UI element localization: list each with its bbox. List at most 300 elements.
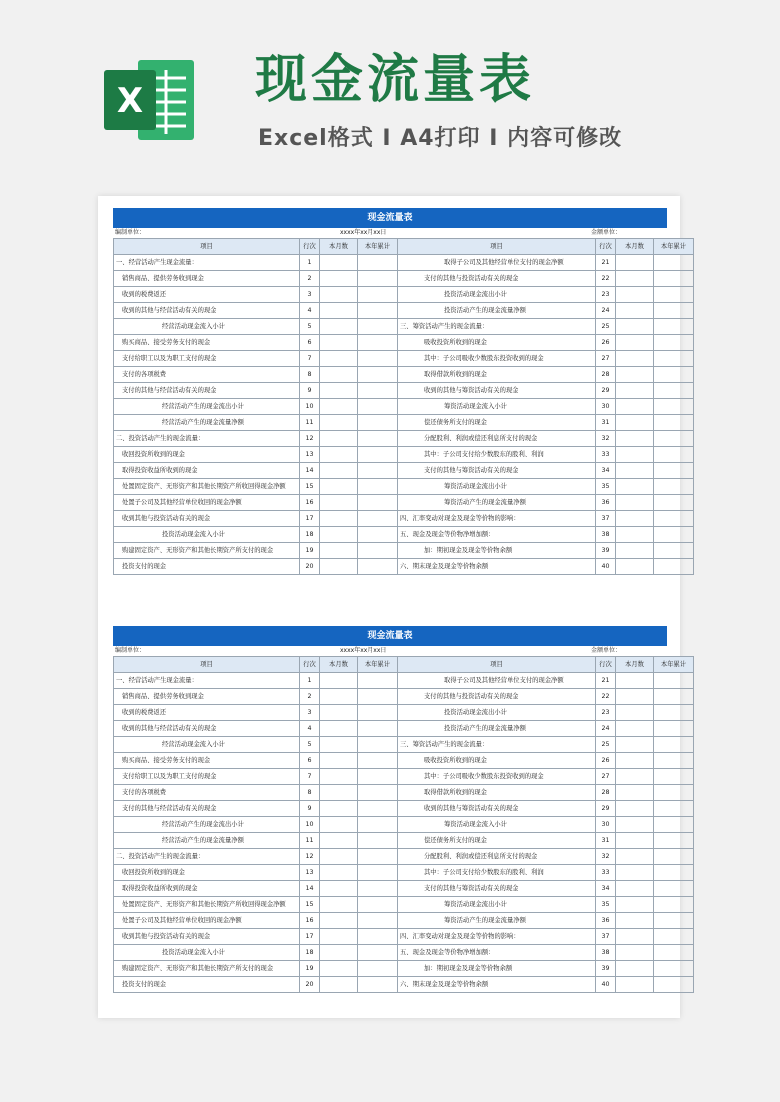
item-left: 经营活动产生的现金流出小计 [114,399,300,415]
item-right: 分配股利、利润或偿还利息所支付的现金 [398,849,596,865]
item-left: 处置固定资产、无形资产和其他长期资产所收回得现金净额 [114,897,300,913]
month-amount-cell[interactable] [616,689,654,705]
year-total-cell[interactable] [654,881,694,897]
table-row [114,287,694,303]
item-right: 四、汇率变动对现金及现金等价物的影响： [398,929,596,945]
table-row [114,255,694,271]
item-right: 加：期初现金及现金等价物余额 [398,543,596,559]
month-amount-cell[interactable] [320,447,358,463]
month-amount-cell[interactable] [320,913,358,929]
month-amount-cell[interactable] [616,705,654,721]
line-number-right: 27 [596,769,616,785]
month-amount-cell[interactable] [616,801,654,817]
item-left: 收到其他与投资活动有关的现金 [114,929,300,945]
year-total-cell[interactable] [358,977,398,993]
month-amount-cell[interactable] [320,785,358,801]
month-amount-cell[interactable] [320,769,358,785]
year-total-cell[interactable] [358,737,398,753]
year-total-cell[interactable] [358,673,398,689]
item-right: 其中：子公司吸收少数股东投资收到的现金 [398,351,596,367]
item-right: 其中：子公司吸收少数股东投资收到的现金 [398,769,596,785]
line-number-left: 6 [300,753,320,769]
item-right: 分配股利、利润或偿还利息所支付的现金 [398,431,596,447]
table-row [114,881,694,897]
month-amount-cell[interactable] [320,495,358,511]
month-amount-cell[interactable] [616,255,654,271]
month-amount-cell[interactable] [616,415,654,431]
table-row [114,801,694,817]
year-total-cell[interactable] [654,673,694,689]
year-total-cell[interactable] [358,769,398,785]
line-number-right: 39 [596,961,616,977]
year-total-cell[interactable] [654,383,694,399]
year-total-cell[interactable] [358,689,398,705]
line-number-right: 26 [596,753,616,769]
line-number-right: 23 [596,287,616,303]
svg-text:X: X [116,81,144,121]
item-left: 购买商品、接受劳务支付的现金 [114,753,300,769]
month-amount-cell[interactable] [616,447,654,463]
column-header: 项目 [114,239,300,255]
item-right: 筹资活动现金流入小计 [398,399,596,415]
item-right: 投资活动现金流出小计 [398,705,596,721]
year-total-cell[interactable] [654,271,694,287]
line-number-left: 4 [300,721,320,737]
line-number-right: 34 [596,881,616,897]
year-total-cell[interactable] [358,849,398,865]
month-amount-cell[interactable] [320,319,358,335]
table-row [114,961,694,977]
month-amount-cell[interactable] [616,977,654,993]
column-header: 本月数 [616,239,654,255]
item-left: 销售商品、提供劳务收到现金 [114,271,300,287]
column-header: 本年累计 [358,657,398,673]
month-amount-cell[interactable] [616,849,654,865]
year-total-cell[interactable] [358,753,398,769]
year-total-cell[interactable] [654,801,694,817]
year-total-cell[interactable] [654,431,694,447]
column-header: 项目 [398,239,596,255]
line-number-left: 8 [300,367,320,383]
year-total-cell[interactable] [358,543,398,559]
line-number-left: 16 [300,495,320,511]
page-subtitle: Excel格式 Ⅰ A4打印 Ⅰ 内容可修改 [258,126,623,151]
item-right: 筹资活动现金流出小计 [398,479,596,495]
banner [0,0,780,190]
month-amount-cell[interactable] [616,817,654,833]
month-amount-cell[interactable] [616,929,654,945]
year-total-cell[interactable] [358,303,398,319]
line-number-right: 26 [596,335,616,351]
month-amount-cell[interactable] [320,367,358,383]
table-row [114,689,694,705]
table-row [114,897,694,913]
month-amount-cell[interactable] [616,881,654,897]
line-number-left: 5 [300,737,320,753]
year-total-cell[interactable] [654,255,694,271]
year-total-cell[interactable] [654,833,694,849]
month-amount-cell[interactable] [320,849,358,865]
line-number-right: 32 [596,849,616,865]
year-total-cell[interactable] [654,705,694,721]
item-right: 六、期末现金及现金等价物余额 [398,977,596,993]
month-amount-cell[interactable] [320,303,358,319]
year-total-cell[interactable] [358,833,398,849]
item-left: 经营活动现金流入小计 [114,737,300,753]
line-number-right: 30 [596,817,616,833]
column-header: 项目 [398,657,596,673]
item-right: 投资活动现金流出小计 [398,287,596,303]
year-total-cell[interactable] [358,721,398,737]
month-amount-cell[interactable] [320,335,358,351]
year-total-cell[interactable] [358,913,398,929]
line-number-right: 21 [596,673,616,689]
year-total-cell[interactable] [654,897,694,913]
year-total-cell[interactable] [654,961,694,977]
year-total-cell[interactable] [654,929,694,945]
year-total-cell[interactable] [358,897,398,913]
month-amount-cell[interactable] [320,705,358,721]
month-amount-cell[interactable] [320,977,358,993]
year-total-cell[interactable] [654,737,694,753]
line-number-right: 30 [596,399,616,415]
month-amount-cell[interactable] [320,511,358,527]
line-number-right: 35 [596,897,616,913]
year-total-cell[interactable] [358,801,398,817]
table-row [114,367,694,383]
line-number-left: 4 [300,303,320,319]
year-total-cell[interactable] [358,559,398,575]
month-amount-cell[interactable] [616,785,654,801]
month-amount-cell[interactable] [616,721,654,737]
month-amount-cell[interactable] [320,817,358,833]
year-total-cell[interactable] [358,945,398,961]
year-total-cell[interactable] [654,495,694,511]
item-left: 经营活动产生的现金流出小计 [114,817,300,833]
year-total-cell[interactable] [654,287,694,303]
line-number-left: 10 [300,399,320,415]
month-amount-cell[interactable] [320,543,358,559]
month-amount-cell[interactable] [616,833,654,849]
year-total-cell[interactable] [654,721,694,737]
year-total-cell[interactable] [654,769,694,785]
item-left: 处置子公司及其他经营单位收回的现金净额 [114,913,300,929]
item-right: 五、现金及现金等价物净增加额： [398,945,596,961]
year-total-cell[interactable] [358,881,398,897]
month-amount-cell[interactable] [320,961,358,977]
month-amount-cell[interactable] [616,335,654,351]
month-amount-cell[interactable] [616,303,654,319]
line-number-right: 29 [596,383,616,399]
month-amount-cell[interactable] [616,399,654,415]
item-left: 收到的其他与经营活动有关的现金 [114,721,300,737]
date-label: xxxx年xx月xx日 [340,647,387,654]
line-number-right: 34 [596,463,616,479]
line-number-left: 13 [300,447,320,463]
month-amount-cell[interactable] [320,865,358,881]
year-total-cell[interactable] [358,255,398,271]
item-left: 投资活动现金流入小计 [114,945,300,961]
month-amount-cell[interactable] [616,463,654,479]
line-number-left: 10 [300,817,320,833]
item-left: 收到的税费返还 [114,287,300,303]
month-amount-cell[interactable] [616,367,654,383]
item-left: 经营活动现金流入小计 [114,319,300,335]
year-total-cell[interactable] [358,865,398,881]
table-row [114,463,694,479]
year-total-cell[interactable] [654,849,694,865]
cash-flow-sheet [113,626,687,993]
year-total-cell[interactable] [654,865,694,881]
year-total-cell[interactable] [654,479,694,495]
month-amount-cell[interactable] [320,479,358,495]
year-total-cell[interactable] [654,415,694,431]
month-amount-cell[interactable] [616,479,654,495]
table-row [114,271,694,287]
year-total-cell[interactable] [358,511,398,527]
item-right: 三、筹资活动产生的现金流量： [398,319,596,335]
table-row [114,319,694,335]
month-amount-cell[interactable] [320,945,358,961]
column-header: 本月数 [616,657,654,673]
month-amount-cell[interactable] [616,961,654,977]
item-right: 偿还债务所支付的现金 [398,833,596,849]
line-number-right: 27 [596,351,616,367]
month-amount-cell[interactable] [616,737,654,753]
item-right: 取得子公司及其他经营单位支付的现金净额 [398,255,596,271]
item-right: 筹资活动产生的现金流量净额 [398,495,596,511]
line-number-right: 35 [596,479,616,495]
year-total-cell[interactable] [358,335,398,351]
year-total-cell[interactable] [358,929,398,945]
year-total-cell[interactable] [358,961,398,977]
year-total-cell[interactable] [358,399,398,415]
line-number-right: 24 [596,721,616,737]
line-number-right: 33 [596,447,616,463]
year-total-cell[interactable] [654,399,694,415]
item-left: 购建固定资产、无形资产和其他长期资产所支付的现金 [114,543,300,559]
item-left: 收到的税费返还 [114,705,300,721]
month-amount-cell[interactable] [320,881,358,897]
line-number-left: 14 [300,881,320,897]
month-amount-cell[interactable] [616,543,654,559]
line-number-left: 17 [300,511,320,527]
month-amount-cell[interactable] [616,431,654,447]
month-amount-cell[interactable] [320,801,358,817]
month-amount-cell[interactable] [320,737,358,753]
year-total-cell[interactable] [358,351,398,367]
month-amount-cell[interactable] [616,769,654,785]
item-left: 收到的其他与经营活动有关的现金 [114,303,300,319]
month-amount-cell[interactable] [320,929,358,945]
table-row [114,673,694,689]
year-total-cell[interactable] [654,319,694,335]
year-total-cell[interactable] [654,527,694,543]
month-amount-cell[interactable] [616,319,654,335]
month-amount-cell[interactable] [616,559,654,575]
month-amount-cell[interactable] [616,673,654,689]
table-row [114,929,694,945]
month-amount-cell[interactable] [616,753,654,769]
line-number-left: 15 [300,897,320,913]
month-amount-cell[interactable] [320,721,358,737]
line-number-right: 37 [596,511,616,527]
item-left: 购建固定资产、无形资产和其他长期资产所支付的现金 [114,961,300,977]
table-row [114,479,694,495]
year-total-cell[interactable] [358,479,398,495]
month-amount-cell[interactable] [616,897,654,913]
year-total-cell[interactable] [358,527,398,543]
month-amount-cell[interactable] [320,399,358,415]
line-number-right: 36 [596,913,616,929]
year-total-cell[interactable] [654,817,694,833]
line-number-left: 20 [300,977,320,993]
year-total-cell[interactable] [654,689,694,705]
line-number-left: 16 [300,913,320,929]
year-total-cell[interactable] [654,303,694,319]
cash-flow-sheet [113,208,687,575]
table-row [114,399,694,415]
year-total-cell[interactable] [654,753,694,769]
month-amount-cell[interactable] [616,383,654,399]
month-amount-cell[interactable] [616,351,654,367]
item-left: 投资支付的现金 [114,977,300,993]
item-right: 吸收投资所收到的现金 [398,335,596,351]
line-number-left: 18 [300,527,320,543]
year-total-cell[interactable] [358,367,398,383]
year-total-cell[interactable] [358,785,398,801]
year-total-cell[interactable] [358,287,398,303]
item-right: 筹资活动现金流入小计 [398,817,596,833]
line-number-left: 1 [300,255,320,271]
item-right: 投资活动产生的现金流量净额 [398,303,596,319]
month-amount-cell[interactable] [320,559,358,575]
table-row [114,913,694,929]
item-left: 取得投资收益所收到的现金 [114,463,300,479]
table-row [114,865,694,881]
month-amount-cell[interactable] [616,913,654,929]
line-number-left: 9 [300,383,320,399]
table-row [114,383,694,399]
month-amount-cell[interactable] [616,271,654,287]
line-number-right: 31 [596,833,616,849]
line-number-left: 20 [300,559,320,575]
month-amount-cell[interactable] [616,527,654,543]
column-header: 本月数 [320,657,358,673]
column-header: 行次 [300,657,320,673]
month-amount-cell[interactable] [320,673,358,689]
line-number-left: 2 [300,689,320,705]
year-total-cell[interactable] [654,511,694,527]
date-label: xxxx年xx月xx日 [340,229,387,236]
month-amount-cell[interactable] [320,897,358,913]
year-total-cell[interactable] [654,367,694,383]
year-total-cell[interactable] [358,817,398,833]
column-header: 项目 [114,657,300,673]
year-total-cell[interactable] [358,383,398,399]
item-right: 取得借款所收到的现金 [398,367,596,383]
item-left: 收到其他与投资活动有关的现金 [114,511,300,527]
year-total-cell[interactable] [654,543,694,559]
item-right: 取得借款所收到的现金 [398,785,596,801]
year-total-cell[interactable] [358,415,398,431]
month-amount-cell[interactable] [320,271,358,287]
month-amount-cell[interactable] [320,527,358,543]
column-header: 本年累计 [654,239,694,255]
item-left: 一、经营活动产生现金流量： [114,673,300,689]
year-total-cell[interactable] [358,447,398,463]
item-left: 一、经营活动产生现金流量： [114,255,300,271]
item-right: 其中：子公司支付给少数股东的股利、利润 [398,447,596,463]
table-row [114,785,694,801]
year-total-cell[interactable] [358,431,398,447]
year-total-cell[interactable] [654,977,694,993]
month-amount-cell[interactable] [616,945,654,961]
item-right: 偿还债务所支付的现金 [398,415,596,431]
item-right: 投资活动产生的现金流量净额 [398,721,596,737]
year-total-cell[interactable] [654,351,694,367]
year-total-cell[interactable] [358,705,398,721]
year-total-cell[interactable] [358,319,398,335]
month-amount-cell[interactable] [320,255,358,271]
line-number-right: 32 [596,431,616,447]
line-number-left: 14 [300,463,320,479]
item-right: 其中：子公司支付给少数股东的股利、利润 [398,865,596,881]
year-total-cell[interactable] [654,463,694,479]
line-number-left: 13 [300,865,320,881]
sheet-meta [113,228,667,238]
month-amount-cell[interactable] [320,463,358,479]
month-amount-cell[interactable] [320,753,358,769]
table-row [114,527,694,543]
item-left: 二、投资活动产生的现金流量： [114,431,300,447]
month-amount-cell[interactable] [616,511,654,527]
year-total-cell[interactable] [654,785,694,801]
line-number-left: 2 [300,271,320,287]
year-total-cell[interactable] [358,271,398,287]
year-total-cell[interactable] [654,913,694,929]
month-amount-cell[interactable] [320,351,358,367]
item-left: 支付的各项税费 [114,785,300,801]
year-total-cell[interactable] [654,335,694,351]
month-amount-cell[interactable] [320,383,358,399]
column-header: 本月数 [320,239,358,255]
year-total-cell[interactable] [358,463,398,479]
month-amount-cell[interactable] [320,833,358,849]
month-amount-cell[interactable] [320,689,358,705]
month-amount-cell[interactable] [320,431,358,447]
table-header-row [114,657,694,673]
table-row [114,721,694,737]
month-amount-cell[interactable] [616,865,654,881]
month-amount-cell[interactable] [616,287,654,303]
line-number-left: 8 [300,785,320,801]
page-title: 现金流量表 [255,50,536,110]
item-right: 支付的其他与筹资活动有关的现金 [398,463,596,479]
year-total-cell[interactable] [358,495,398,511]
sheet-meta [113,646,667,656]
month-amount-cell[interactable] [616,495,654,511]
month-amount-cell[interactable] [320,415,358,431]
year-total-cell[interactable] [654,447,694,463]
year-total-cell[interactable] [654,559,694,575]
line-number-left: 6 [300,335,320,351]
year-total-cell[interactable] [654,945,694,961]
item-right: 四、汇率变动对现金及现金等价物的影响： [398,511,596,527]
table-row [114,431,694,447]
month-amount-cell[interactable] [320,287,358,303]
item-left: 支付给职工以及为职工支付的现金 [114,351,300,367]
